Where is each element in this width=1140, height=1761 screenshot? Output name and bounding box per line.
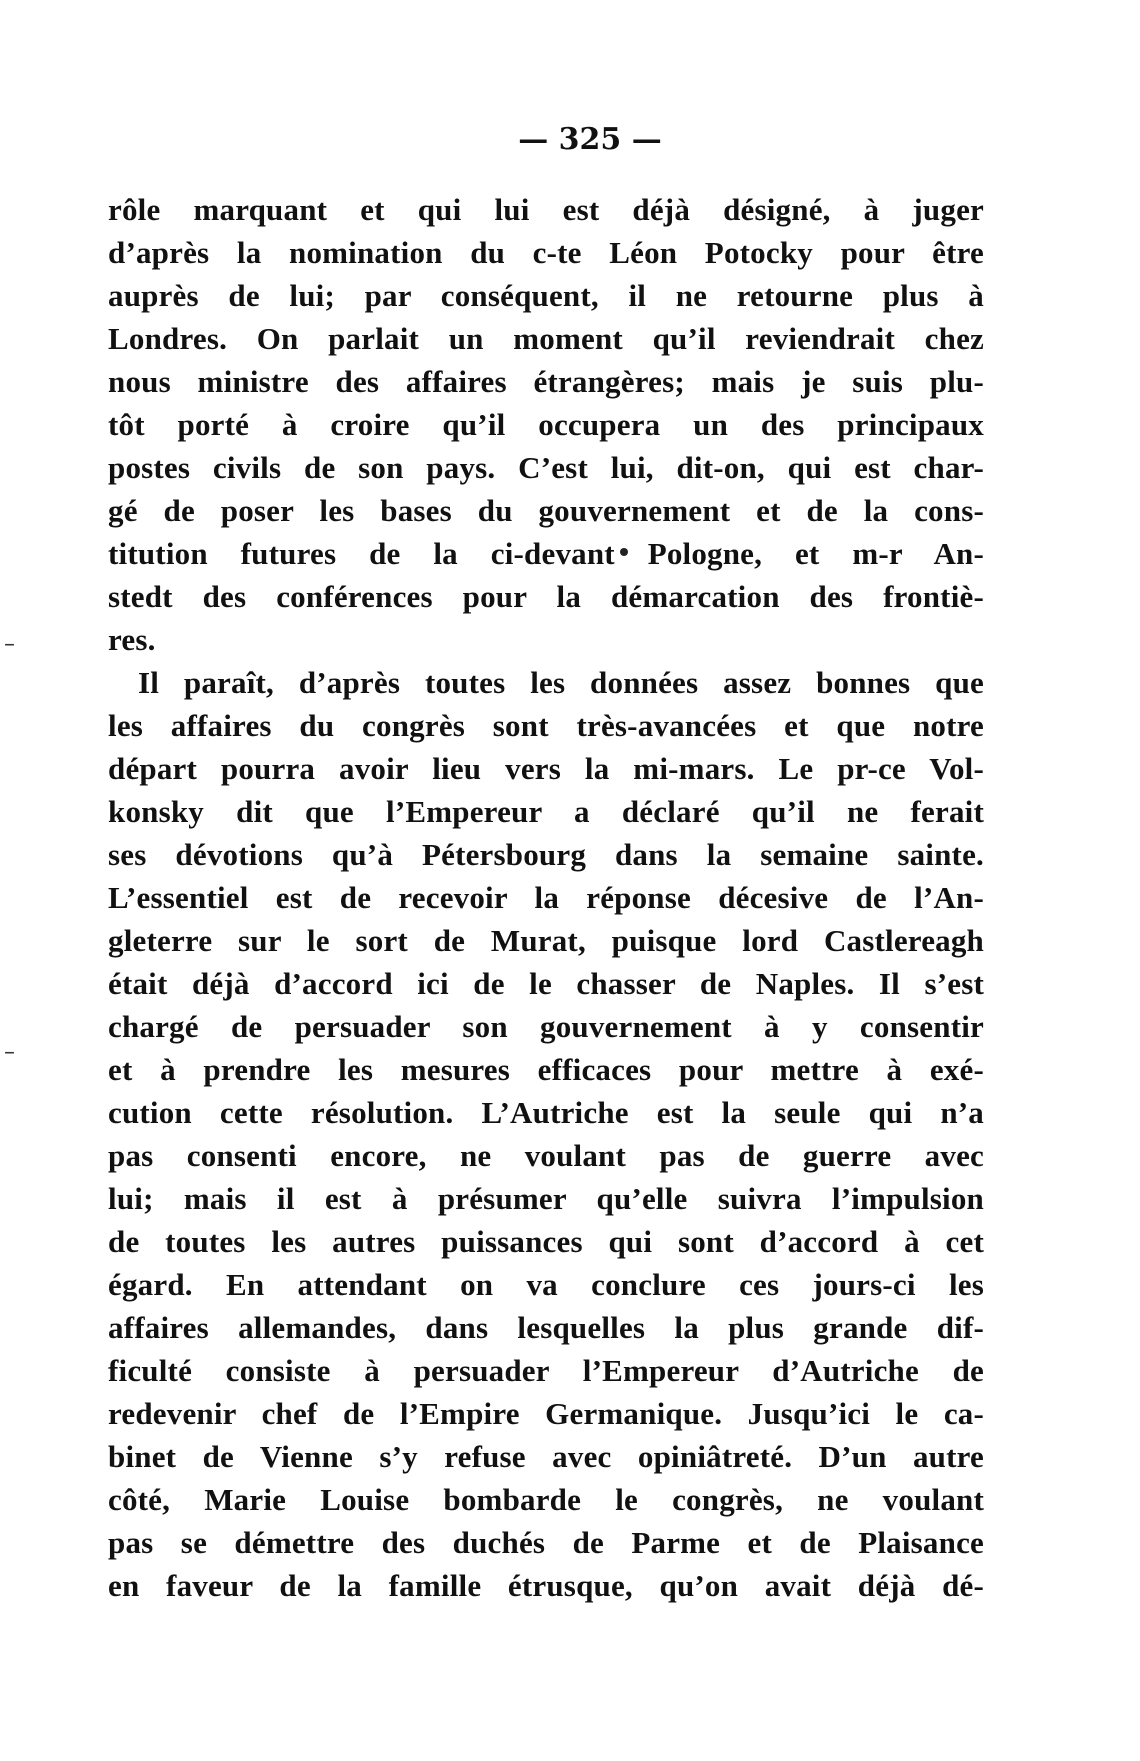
text-line: égard. En attendant on va conclure ces jours-ci les [108,1267,984,1302]
text-line: stedt des conférences pour la démarcation des frontiè- [108,579,984,614]
text-line: cution cette résolution. L’Autriche est la seule qui n’a [108,1095,984,1130]
text-line: ses dévotions qu’à Pétersbourg dans la semaine sainte. [108,837,984,872]
text-line: pas se démettre des duchés de Parme et de Plaisance [108,1525,984,1560]
text-line: ficulté consiste à persuader l’Empereur d’Autriche de [108,1353,984,1388]
text-line: affaires allemandes, dans lesquelles la plus grande dif- [108,1310,984,1345]
text-line: était déjà d’accord ici de le chasser de Naples. Il s’est [108,966,984,1001]
body-text [108,188,984,1607]
text-line: rôle marquant et qui lui est déjà désigné, à juger [108,192,984,227]
text-line: auprès de lui; par conséquent, il ne retourne plus à [108,278,984,313]
text-line: res. [108,622,156,657]
text-line: konsky dit que l’Empereur a déclaré qu’il ne ferait [108,794,984,829]
text-line: tôt porté à croire qu’il occupera un des principaux [108,407,984,442]
text-line: de toutes les autres puissances qui sont d’accord à cet [108,1224,984,1259]
margin-dash-mark: – [4,632,15,657]
text-line: nous ministre des affaires étrangères; mais je suis plu- [108,364,984,399]
text-line: Londres. On parlait un moment qu’il reviendrait chez [108,321,984,356]
text-line: titution futures de la ci-devant Pologne, et m-r An- [108,536,984,571]
text-line: et à prendre les mesures efficaces pour mettre à exé- [108,1052,984,1087]
text-line: en faveur de la famille étrusque, qu’on avait déjà dé- [108,1568,984,1603]
text-line: redevenir chef de l’Empire Germanique. Jusqu’ici le ca- [108,1396,984,1431]
text-line: côté, Marie Louise bombarde le congrès, ne voulant [108,1482,984,1517]
text-line: binet de Vienne s’y refuse avec opiniâtreté. D’un autre [108,1439,984,1474]
text-line: Il paraît, d’après toutes les données assez bonnes que [138,665,984,700]
text-line: pas consenti encore, ne voulant pas de guerre avec [108,1138,984,1173]
text-line: gé de poser les bases du gouvernement et de la cons- [108,493,984,528]
text-line: d’après la nomination du c-te Léon Potocky pour être [108,235,984,270]
text-line: départ pourra avoir lieu vers la mi-mars. Le pr-ce Vol- [108,751,984,786]
text-line: L’essentiel est de recevoir la réponse décesive de l’An- [108,880,984,915]
margin-dash-mark: – [4,1040,15,1065]
page-number: — 325 — [518,122,662,157]
text-line: gleterre sur le sort de Murat, puisque lord Castlereagh [108,923,984,958]
text-line: lui; mais il est à présumer qu’elle suivra l’impulsion [108,1181,984,1216]
text-line: chargé de persuader son gouvernement à y consentir [108,1009,984,1044]
text-line: postes civils de son pays. C’est lui, dit-on, qui est char- [108,450,984,485]
text-line: les affaires du congrès sont très-avancées et que notre [108,708,984,743]
